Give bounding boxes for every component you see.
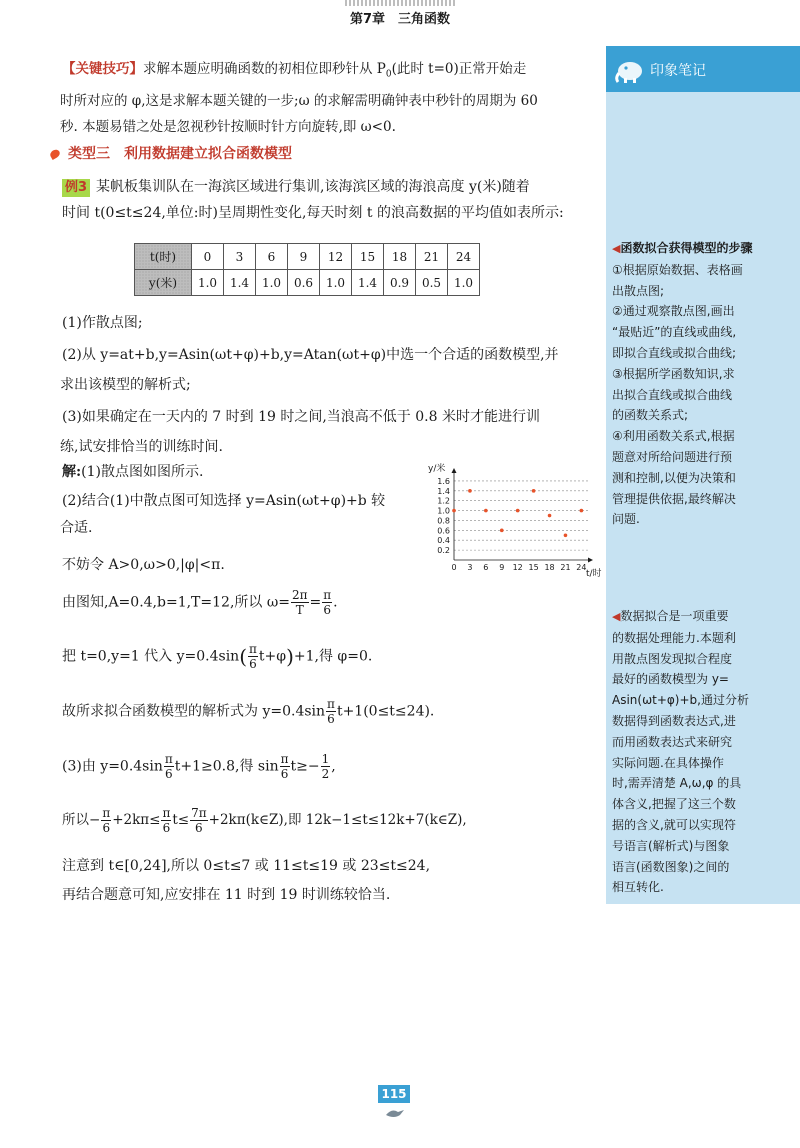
- fraction: [322, 588, 332, 617]
- chart-grid: [454, 481, 590, 550]
- note-line: 管理提供依据,最终解决: [612, 491, 736, 506]
- fraction-num: 7π: [191, 806, 207, 820]
- chart-point: [516, 509, 520, 513]
- question-3a: (3)如果确定在一天内的 7 时到 19 时之间,当浪高不低于 0.8 米时才能进行训: [62, 409, 540, 425]
- question-1: (1)作散点图;: [62, 315, 143, 331]
- note-line: 时,需弄清楚 A,ω,φ 的具: [612, 776, 742, 791]
- solution-text: 由图知,A=0.4,b=1,T=12,所以 ω=: [62, 594, 290, 611]
- fraction-num: π: [102, 806, 111, 820]
- solution-text: t+1(0≤t≤24).: [336, 703, 435, 720]
- table-cell: 24: [448, 244, 480, 270]
- chart-point: [564, 533, 568, 537]
- note-line: Asin(ωt+φ)+b,通过分析: [612, 693, 749, 708]
- solution-text: 故所求拟合函数模型的解析式为 y=0.4sin: [62, 703, 326, 720]
- table-cell: 12: [320, 244, 352, 270]
- note-line: 数据拟合是一项重要: [620, 609, 729, 623]
- fraction-den: T: [295, 603, 304, 617]
- chart-ylabel: y/米: [428, 464, 446, 474]
- fraction: [280, 752, 290, 781]
- note-line: 的函数关系式;: [612, 408, 689, 423]
- solution-text: +1,得 φ=0.: [293, 648, 373, 665]
- table-cell: 1.0: [256, 270, 288, 296]
- note-line: 号语言(解析式)与图象: [612, 838, 730, 853]
- question-3b: 练,试安排恰当的训练时间.: [60, 439, 223, 455]
- chart-xtick-label: 9: [499, 563, 505, 572]
- note-line: 用散点图发现拟合程度: [612, 651, 733, 666]
- solution-line1: (1)散点图如图所示.: [81, 464, 204, 480]
- solution-line2a: (2)结合(1)中散点图可知选择 y=Asin(ωt+φ)+b 较: [62, 493, 386, 509]
- table-cell: 1.0: [448, 270, 480, 296]
- bird-icon: [384, 1106, 406, 1120]
- table-cell: 21: [416, 244, 448, 270]
- question-2a: (2)从 y=at+b,y=Asin(ωt+φ)+b,y=Atan(ωt+φ)中选一个合适的函数模型,并: [62, 347, 559, 363]
- note-line: “最贴近”的直线或曲线,: [612, 325, 737, 340]
- table-header-t: t(时): [135, 244, 192, 270]
- solution-text: +2kπ(k∈Z),即 12k−1≤t≤12k+7(k∈Z),: [208, 812, 467, 828]
- key-tip-line2: 时所对应的 φ,这是求解本题关键的一步;ω 的求解需明确钟表中秒针的周期为 60: [60, 92, 538, 109]
- key-tip: [62, 56, 607, 140]
- note-line: 相互转化.: [612, 880, 664, 895]
- solution-text: t+1≥0.8,得 sin: [174, 758, 279, 775]
- note-line: 实际问题.在具体操作: [612, 755, 724, 770]
- note-line: 即拟合直线或拟合曲线;: [612, 345, 737, 360]
- solution-line10: 再结合题意可知,应安排在 11 时到 19 时训练较恰当.: [62, 887, 391, 903]
- note-line: ②通过观察散点图,画出: [612, 304, 735, 319]
- solution-line5: [62, 642, 607, 671]
- sidebar-title: 印象笔记: [650, 63, 706, 79]
- note-line: ①根据原始数据、表格画: [612, 262, 743, 277]
- fraction-den: 6: [162, 821, 171, 835]
- chart-y-arrow: [452, 468, 457, 473]
- chart-point: [500, 529, 504, 533]
- note-line: 语言(函数图象)之间的: [612, 859, 730, 874]
- fraction: [291, 588, 309, 617]
- paren-left: (: [239, 644, 248, 669]
- chart-point: [548, 514, 552, 518]
- fraction-num: π: [164, 752, 173, 766]
- chart-ytick-label: 1.2: [437, 496, 450, 506]
- chart-xtick-label: 3: [467, 563, 473, 572]
- chart-point: [452, 509, 456, 513]
- fraction-num: π: [249, 642, 257, 656]
- note-line: 问题.: [612, 512, 640, 527]
- key-tip-line1b: (此时 t=0)正常开始走: [391, 61, 527, 77]
- key-tip-sub: 0: [385, 69, 392, 80]
- chart-xlabel: t/时: [586, 569, 602, 579]
- header-decoration: [345, 0, 455, 6]
- table-cell: 1.0: [192, 270, 224, 296]
- chart-points: [452, 489, 583, 537]
- solution-line7: [62, 752, 607, 781]
- table-row-t: [135, 244, 480, 270]
- key-tip-line1: 求解本题应明确函数的初相位即秒针从 P: [143, 61, 386, 77]
- note-1: [612, 238, 796, 530]
- example-line2: 时间 t(0≤t≤24,单位:时)呈周期性变化,每天时刻 t 的浪高数据的平均值如表所示:: [62, 205, 564, 221]
- table-cell: 3: [224, 244, 256, 270]
- triangle-icon: ◀: [612, 242, 621, 255]
- fraction-num: π: [162, 806, 171, 820]
- fraction-den: 2: [321, 767, 330, 781]
- fraction: [161, 806, 171, 835]
- table-cell: 0.5: [416, 270, 448, 296]
- chart-point: [532, 489, 536, 493]
- section-title-text: 类型三 利用数据建立拟合函数模型: [68, 146, 292, 162]
- chart-ytick-label: 0.6: [437, 526, 450, 536]
- page-number: 115: [378, 1085, 410, 1103]
- data-table: [134, 243, 480, 296]
- solution-text: 所以−: [62, 812, 101, 828]
- fraction: [101, 806, 111, 835]
- table-cell: 1.4: [224, 270, 256, 296]
- solution-text: ,: [331, 758, 336, 775]
- fraction: [248, 642, 258, 671]
- note-line: ③根据所学函数知识,求: [612, 366, 735, 381]
- fraction-den: 6: [327, 712, 335, 726]
- chart-x-arrow: [588, 558, 593, 563]
- fraction: [326, 697, 336, 726]
- chart-ytick-label: 1.6: [437, 476, 450, 486]
- fraction-den: 6: [249, 657, 257, 671]
- fraction-den: 6: [280, 767, 289, 781]
- solution-line2b: 合适.: [60, 520, 93, 536]
- chart-xtick-label: 24: [576, 563, 587, 572]
- elephant-icon: [614, 54, 646, 84]
- fraction: [164, 752, 174, 781]
- table-cell: 9: [288, 244, 320, 270]
- fraction-den: 6: [195, 821, 203, 835]
- chart-xtick-label: 15: [528, 563, 539, 572]
- note-line: 题意对所给问题进行预: [612, 449, 733, 464]
- note-line: 测和控制,以便为决策和: [612, 470, 736, 485]
- solution-text: +2kπ≤: [112, 812, 161, 828]
- chart-ytick-label: 0.4: [437, 536, 450, 546]
- solution-text: .: [333, 594, 338, 611]
- fraction: [321, 752, 331, 781]
- table-cell: 0.6: [288, 270, 320, 296]
- solution-line3: 不妨令 A>0,ω>0,|φ|<π.: [62, 557, 225, 573]
- note-line: 体含义,把握了这三个数: [612, 797, 736, 812]
- table-cell: 15: [352, 244, 384, 270]
- note-line: 出散点图;: [612, 283, 665, 298]
- note-line: 出拟合直线或拟合曲线: [612, 387, 733, 402]
- chart-point: [580, 509, 584, 513]
- note-line: 据的含义,就可以实现符: [612, 817, 736, 832]
- chart-point: [484, 509, 488, 513]
- chart-xtick-label: 0: [451, 563, 457, 572]
- fraction-den: 6: [323, 603, 332, 617]
- example-3: [62, 174, 607, 226]
- table-cell: 1.4: [352, 270, 384, 296]
- chart-ytick-label: 0.8: [437, 516, 450, 526]
- questions: [62, 308, 607, 462]
- table-cell: 6: [256, 244, 288, 270]
- fraction-num: 2π: [292, 588, 308, 602]
- note-line: 最好的函数模型为 y=: [612, 672, 729, 687]
- note-line: ④利用函数关系式,根据: [612, 429, 735, 444]
- example-label: 例3: [62, 179, 90, 197]
- example-line1: 某帆板集训队在一海滨区域进行集训,该海滨区域的海浪高度 y(米)随着: [96, 179, 530, 195]
- table-row-y: [135, 270, 480, 296]
- solution-label: 解:: [62, 464, 82, 480]
- chart-xtick-label: 12: [512, 563, 523, 572]
- solution-line4: [62, 588, 607, 617]
- chart-ytick-label: 1.4: [437, 486, 450, 496]
- chart-axes: [437, 468, 593, 572]
- solution-part1: [62, 459, 422, 579]
- solution-text: 把 t=0,y=1 代入 y=0.4sin: [62, 648, 240, 665]
- note-line: 数据得到函数表达式,进: [612, 713, 736, 728]
- fraction-num: π: [327, 697, 335, 711]
- table-cell: 1.0: [320, 270, 352, 296]
- fraction-den: 6: [102, 821, 111, 835]
- fraction-num: 1: [321, 752, 330, 766]
- chart-xtick-label: 6: [483, 563, 489, 572]
- solution-text: t+φ: [258, 648, 287, 665]
- solution-text: (3)由 y=0.4sin: [62, 758, 163, 775]
- chapter-header: 第7章 三角函数: [349, 12, 451, 27]
- table-cell: 18: [384, 244, 416, 270]
- fraction-den: 6: [165, 767, 173, 781]
- fraction-num: π: [280, 752, 289, 766]
- fraction: [190, 806, 208, 835]
- solution-line8: [62, 806, 607, 835]
- question-2b: 求出该模型的解析式;: [60, 377, 191, 393]
- section-title: [50, 143, 292, 163]
- leaf-bullet-icon: [49, 148, 62, 160]
- table-cell: 0.9: [384, 270, 416, 296]
- solution-line6: [62, 697, 607, 726]
- note-line: 而用函数表达式来研究: [612, 734, 733, 749]
- note-1-title-text: 函数拟合获得模型的步骤: [620, 241, 753, 255]
- chart-ytick-label: 0.2: [437, 546, 450, 556]
- chart-point: [468, 489, 472, 493]
- scatter-chart: [420, 462, 605, 580]
- key-tip-label: 【关键技巧】: [62, 61, 143, 77]
- solution-line9: 注意到 t∈[0,24],所以 0≤t≤7 或 11≤t≤19 或 23≤t≤24,: [62, 858, 431, 874]
- chart-xtick-label: 21: [560, 563, 571, 572]
- solution-text: =: [309, 594, 322, 611]
- table-header-y: y(米): [135, 270, 192, 296]
- solution-final: [62, 852, 607, 910]
- note-1-title: [612, 238, 796, 260]
- note-2: [612, 606, 796, 898]
- key-tip-line3: 秒. 本题易错之处是忽视秒针按顺时针方向旋转,即 ω<0.: [60, 118, 396, 135]
- note-line: 的数据处理能力.本题利: [612, 630, 736, 645]
- solution-text: t≤: [172, 812, 190, 828]
- fraction-num: π: [323, 588, 332, 602]
- chart-ytick-label: 1.0: [437, 506, 450, 516]
- solution-text: t≥−: [290, 758, 320, 775]
- triangle-icon: ◀: [612, 610, 621, 623]
- table-cell: 0: [192, 244, 224, 270]
- chart-xtick-label: 18: [544, 563, 555, 572]
- paren-right: ): [286, 644, 294, 669]
